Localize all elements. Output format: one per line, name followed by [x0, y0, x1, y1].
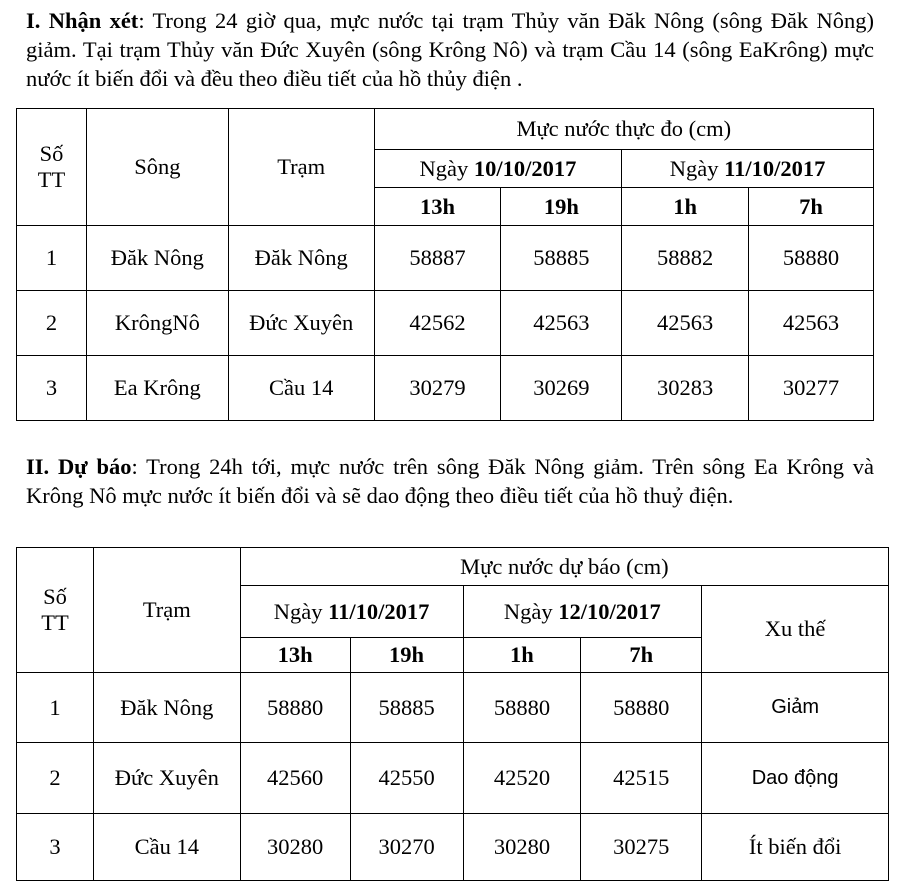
col-header-station: Trạm	[228, 109, 374, 226]
value-cell: 42562	[374, 291, 501, 356]
value-cell: 42563	[501, 291, 622, 356]
stt-cell: 3	[17, 814, 94, 881]
value-cell: 58880	[749, 226, 874, 291]
station-cell: Đăk Nông	[228, 226, 374, 291]
stt-cell: 2	[17, 743, 94, 814]
value-cell: 58880	[581, 673, 702, 743]
value-cell: 42520	[463, 743, 581, 814]
value-cell: 42563	[749, 291, 874, 356]
observation-paragraph: I. Nhận xét: Trong 24 giờ qua, mực nước tại trạm Thủy văn Đăk Nông (sông Đăk Nông) giảm. Tại trạm Thủy văn Đức Xuyên (sông Krông Nô) và trạm Cầu 14 (sông EaKrông) mực nước ít biến đổi và đều theo điều tiết của hồ thủy điện .	[26, 8, 874, 91]
value-cell: 58885	[501, 226, 622, 291]
observation-heading-title: Nhận xét	[48, 8, 139, 33]
station-cell: Đức Xuyên	[228, 291, 374, 356]
hour-header: 1h	[622, 188, 749, 226]
forecast-heading-number: II	[26, 454, 44, 479]
hour-header: 7h	[581, 638, 702, 673]
value-cell: 58882	[622, 226, 749, 291]
value-cell: 30283	[622, 356, 749, 421]
forecast-heading-title: Dự báo	[57, 454, 132, 479]
col-header-trend: Xu thế	[702, 586, 889, 673]
col-header-river: Sông	[86, 109, 228, 226]
table-row	[17, 673, 889, 743]
table-row	[17, 356, 874, 421]
hour-header: 1h	[463, 638, 581, 673]
value-cell: 58880	[463, 673, 581, 743]
trend-cell: Giảm	[702, 673, 889, 743]
value-cell: 30269	[501, 356, 622, 421]
forecast-paragraph: II. Dự báo: Trong 24h tới, mực nước trên sông Đăk Nông giảm. Trên sông Ea Krông và Krông Nô mực nước ít biến đổi và sẽ dao động theo điều tiết của hồ thuỷ điện.	[26, 454, 875, 508]
stt-cell: 2	[17, 291, 87, 356]
river-cell: Đăk Nông	[86, 226, 228, 291]
value-cell: 30280	[240, 814, 350, 881]
value-cell: 58885	[350, 673, 463, 743]
value-cell: 30279	[374, 356, 501, 421]
col-header-stt: Số TT	[17, 109, 87, 226]
station-cell: Cầu 14	[228, 356, 374, 421]
col-header-station: Trạm	[93, 548, 240, 673]
value-cell: 58887	[374, 226, 501, 291]
day-header-2: Ngày 11/10/2017	[622, 150, 874, 188]
river-cell: Ea Krông	[86, 356, 228, 421]
observation-text: : Trong 24 giờ qua, mực nước tại trạm Thủy văn Đăk Nông (sông Đăk Nông) giảm. Tại trạm Thủy văn Đức Xuyên (sông Krông Nô) và trạm Cầu 14 (sông EaKrông) mực nước ít biến đổi và đều theo điều tiết của hồ thủy điện .	[26, 8, 874, 91]
observation-heading-number: I	[26, 8, 35, 33]
day-header-1: Ngày 10/10/2017	[374, 150, 622, 188]
river-cell: KrôngNô	[86, 291, 228, 356]
station-cell: Đăk Nông	[93, 673, 240, 743]
hour-header: 19h	[350, 638, 463, 673]
col-header-stt: Số TT	[17, 548, 94, 673]
hour-header: 13h	[240, 638, 350, 673]
value-cell: 42563	[622, 291, 749, 356]
stt-cell: 1	[17, 673, 94, 743]
value-cell: 30275	[581, 814, 702, 881]
table-row	[17, 814, 889, 881]
value-cell: 42515	[581, 743, 702, 814]
day-header-1: Ngày 11/10/2017	[240, 586, 463, 638]
hour-header: 19h	[501, 188, 622, 226]
value-cell: 30270	[350, 814, 463, 881]
hour-header: 7h	[749, 188, 874, 226]
stt-cell: 3	[17, 356, 87, 421]
station-cell: Cầu 14	[93, 814, 240, 881]
trend-cell: Ít biến đổi	[702, 814, 889, 881]
trend-cell: Dao động	[702, 743, 889, 814]
measured-group-header: Mực nước thực đo (cm)	[374, 109, 873, 150]
table-row	[17, 743, 889, 814]
value-cell: 42560	[240, 743, 350, 814]
value-cell: 42550	[350, 743, 463, 814]
forecast-levels-table	[16, 547, 889, 881]
value-cell: 30280	[463, 814, 581, 881]
table-row	[17, 291, 874, 356]
value-cell: 30277	[749, 356, 874, 421]
measured-levels-table	[16, 108, 874, 421]
station-cell: Đức Xuyên	[93, 743, 240, 814]
table-row	[17, 226, 874, 291]
hour-header: 13h	[374, 188, 501, 226]
forecast-group-header: Mực nước dự báo (cm)	[240, 548, 888, 586]
day-header-2: Ngày 12/10/2017	[463, 586, 702, 638]
stt-cell: 1	[17, 226, 87, 291]
forecast-text: : Trong 24h tới, mực nước trên sông Đăk Nông giảm. Trên sông Ea Krông và Krông Nô mực nước ít biến đổi và sẽ dao động theo điều tiết của hồ thuỷ điện.	[26, 454, 875, 508]
value-cell: 58880	[240, 673, 350, 743]
